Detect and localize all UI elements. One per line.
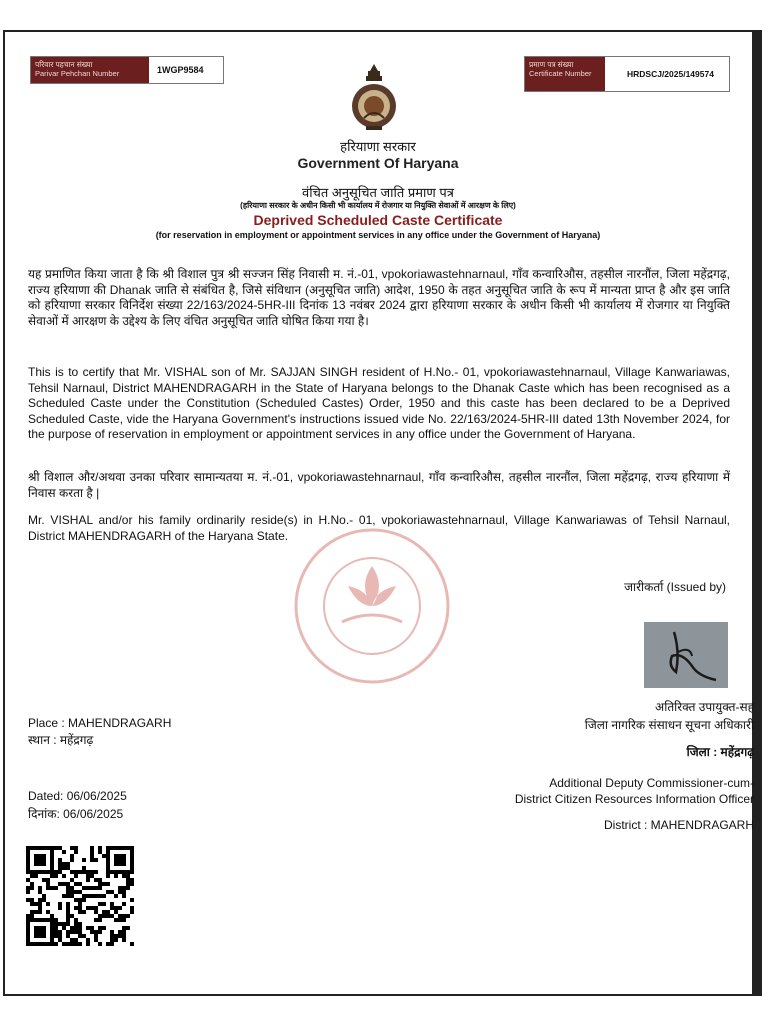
certificate-label-en: Certificate Number <box>529 69 592 78</box>
qr-code-icon[interactable] <box>26 846 134 946</box>
date-hindi: दिनांक: 06/06/2025 <box>28 807 124 821</box>
residence-text-english: Mr. VISHAL and/or his family ordinarily reside(s) in H.No.- 01, vpokoriawastehnarnaul, Village Kanwariawas of Tehsil Narnaul, District MAHENDRAGARH of the Haryana State. <box>28 513 730 543</box>
certificate-text-hindi: यह प्रमाणित किया जाता है कि श्री विशाल पुत्र श्री सज्जन सिंह निवासी म. नं.-01, vpokoriawastehnarnaul, गाँव कन्वारिऔस, तहसील नारनौंल, जिला महेंद्रगढ़, राज्य हरियाणा की Dhanak जाति से संबंधित है, जिसे संविधान (अनुसूचित जाति) आदेश, 1950 के तहत अनुसूचित जाति के रूप में मान्यता प्राप्त है और इस जाति को हरियाणा सरकार विनिर्देश संख्या 22/163/2024-5HR-III दिनांक 13 नवंबर 2024 द्वारा हरियाणा सरकार के अधीन किसी भी कार्यालय में रोजगार या नियुक्ति सेवाओं में आरक्षण के उद्देश्य के लिए वंचित अनुसूचित जाति घोषित किया गया है। <box>28 267 730 328</box>
certificate-text-english: This is to certify that Mr. VISHAL son of Mr. SAJJAN SINGH resident of H.No.- 01, vpokoriawastehnarnaul, Village Kanwariawas, Tehsil Narnaul, District MAHENDRAGARH in the State of Haryana belongs to the Dhanak Caste which has been recognised as a Scheduled Caste under the Constitution (Scheduled Castes) Order, 1950 and this caste has been declared to be a Deprived Scheduled Caste, vide the Haryana Government's instructions issued vide No. 22/163/2024-5HR-III dated 13th November 2024, for the purpose of reservation in employment or appointment services in any office under the Government of Haryana. <box>28 365 730 441</box>
digital-signature <box>644 622 728 688</box>
govt-title-english: Government Of Haryana <box>297 155 459 171</box>
place-hindi: स्थान : महेंद्रगढ़ <box>28 733 94 747</box>
certificate-number-value: HRDSCJ/2025/149574 <box>627 69 714 79</box>
residence-text-hindi: श्री विशाल और/अथवा उनका परिवार सामान्यतया म. नं.-01, vpokoriawastehnarnaul, गाँव कन्वारिऔस, तहसील नारनौंल, जिला महेंद्रगढ़, राज्य हरियाणा में निवास करता है | <box>28 470 730 500</box>
issued-by-label: जारीकर्ता (Issued by) <box>624 580 726 594</box>
designation-hindi-line1: अतिरिक्त उपायुक्त-सह <box>655 700 754 714</box>
certificate-subtitle-english: (for reservation in employment or appointment services in any office under the Government of Haryana) <box>155 230 601 240</box>
certificate-label-hi: प्रमाण पत्र संख्या <box>529 60 574 69</box>
certificate-title-hindi: वंचित अनुसूचित जाति प्रमाण पत्र <box>302 185 454 200</box>
page-edge <box>752 30 762 996</box>
date-english: Dated: 06/06/2025 <box>28 789 127 803</box>
designation-english-line2: District Citizen Resources Information Officer <box>514 792 754 806</box>
parivar-label-en: Parivar Pehchan Number <box>35 69 120 78</box>
designation-english-line1: Additional Deputy Commissioner-cum- <box>549 776 754 790</box>
certificate-number-label <box>525 57 605 91</box>
parivar-number-label <box>31 57 149 83</box>
parivar-number-value: 1WGP9584 <box>157 65 204 75</box>
haryana-emblem-icon <box>346 62 402 132</box>
district-hindi: जिला : महेंद्रगढ़ <box>686 745 754 759</box>
signature-icon <box>644 622 728 688</box>
district-english: District : MAHENDRAGARH <box>603 818 754 832</box>
govt-watermark-icon <box>262 526 482 686</box>
certificate-subtitle-hindi: (हरियाणा सरकार के अधीन किसी भी कार्यालय में रोजगार या नियुक्ति सेवाओं में आरक्षण के लिए) <box>240 201 516 210</box>
designation-hindi-line2: जिला नागरिक संसाधन सूचना अधिकारी <box>584 718 754 732</box>
certificate-title-english: Deprived Scheduled Caste Certificate <box>253 212 503 228</box>
govt-title-hindi: हरियाणा सरकार <box>340 139 416 154</box>
parivar-label-hi: परिवार पहचान संख्या <box>35 60 93 69</box>
place-english: Place : MAHENDRAGARH <box>28 716 172 730</box>
